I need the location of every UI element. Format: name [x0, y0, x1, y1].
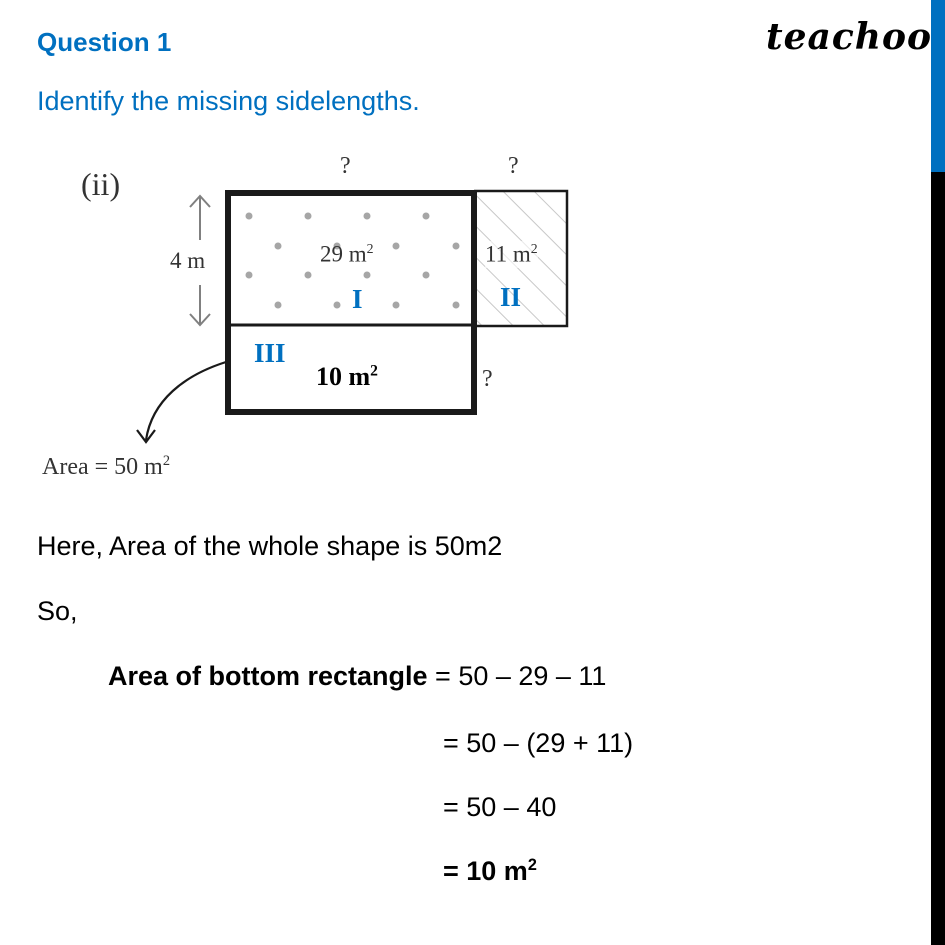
solution-line-2: So, — [37, 596, 78, 626]
region-i-label: I — [352, 284, 363, 314]
region-iii-label: III — [254, 338, 286, 368]
region-i-area: 29 $m^2$ — [320, 241, 374, 267]
unknown-height-iii: ? — [482, 366, 493, 392]
solution-result: = 10 $m^2$ — [443, 856, 537, 886]
step-1-heading: Area of bottom rectangle — [108, 661, 428, 691]
region-iii-area: 10 $m^2$ — [316, 362, 378, 391]
teachoo-logo: teachoo — [766, 16, 932, 58]
curved-arrow-icon — [137, 362, 226, 442]
solution-step-3: = 50 – 40 — [443, 792, 557, 822]
total-area-label: Area = 50 $m^2$ — [42, 453, 171, 480]
solution-line-1: Here, Area of the whole shape is 50m2 — [37, 531, 503, 561]
unknown-width-ii: ? — [508, 153, 519, 179]
question-title: Question 1 — [37, 27, 172, 57]
unknown-width-i: ? — [340, 153, 351, 179]
region-ii-area: 11 $m^2$ — [485, 241, 538, 267]
solution-step-2: = 50 – (29 + 11) — [443, 728, 634, 758]
height-label: 4 m — [170, 248, 206, 273]
question-text: Identify the missing sidelengths. — [37, 86, 420, 116]
part-label: (ii) — [81, 166, 121, 202]
solution-step-1 — [108, 661, 606, 692]
step-1-expression: = 50 – 29 – 11 — [427, 661, 607, 691]
region-ii-label: II — [500, 282, 522, 312]
